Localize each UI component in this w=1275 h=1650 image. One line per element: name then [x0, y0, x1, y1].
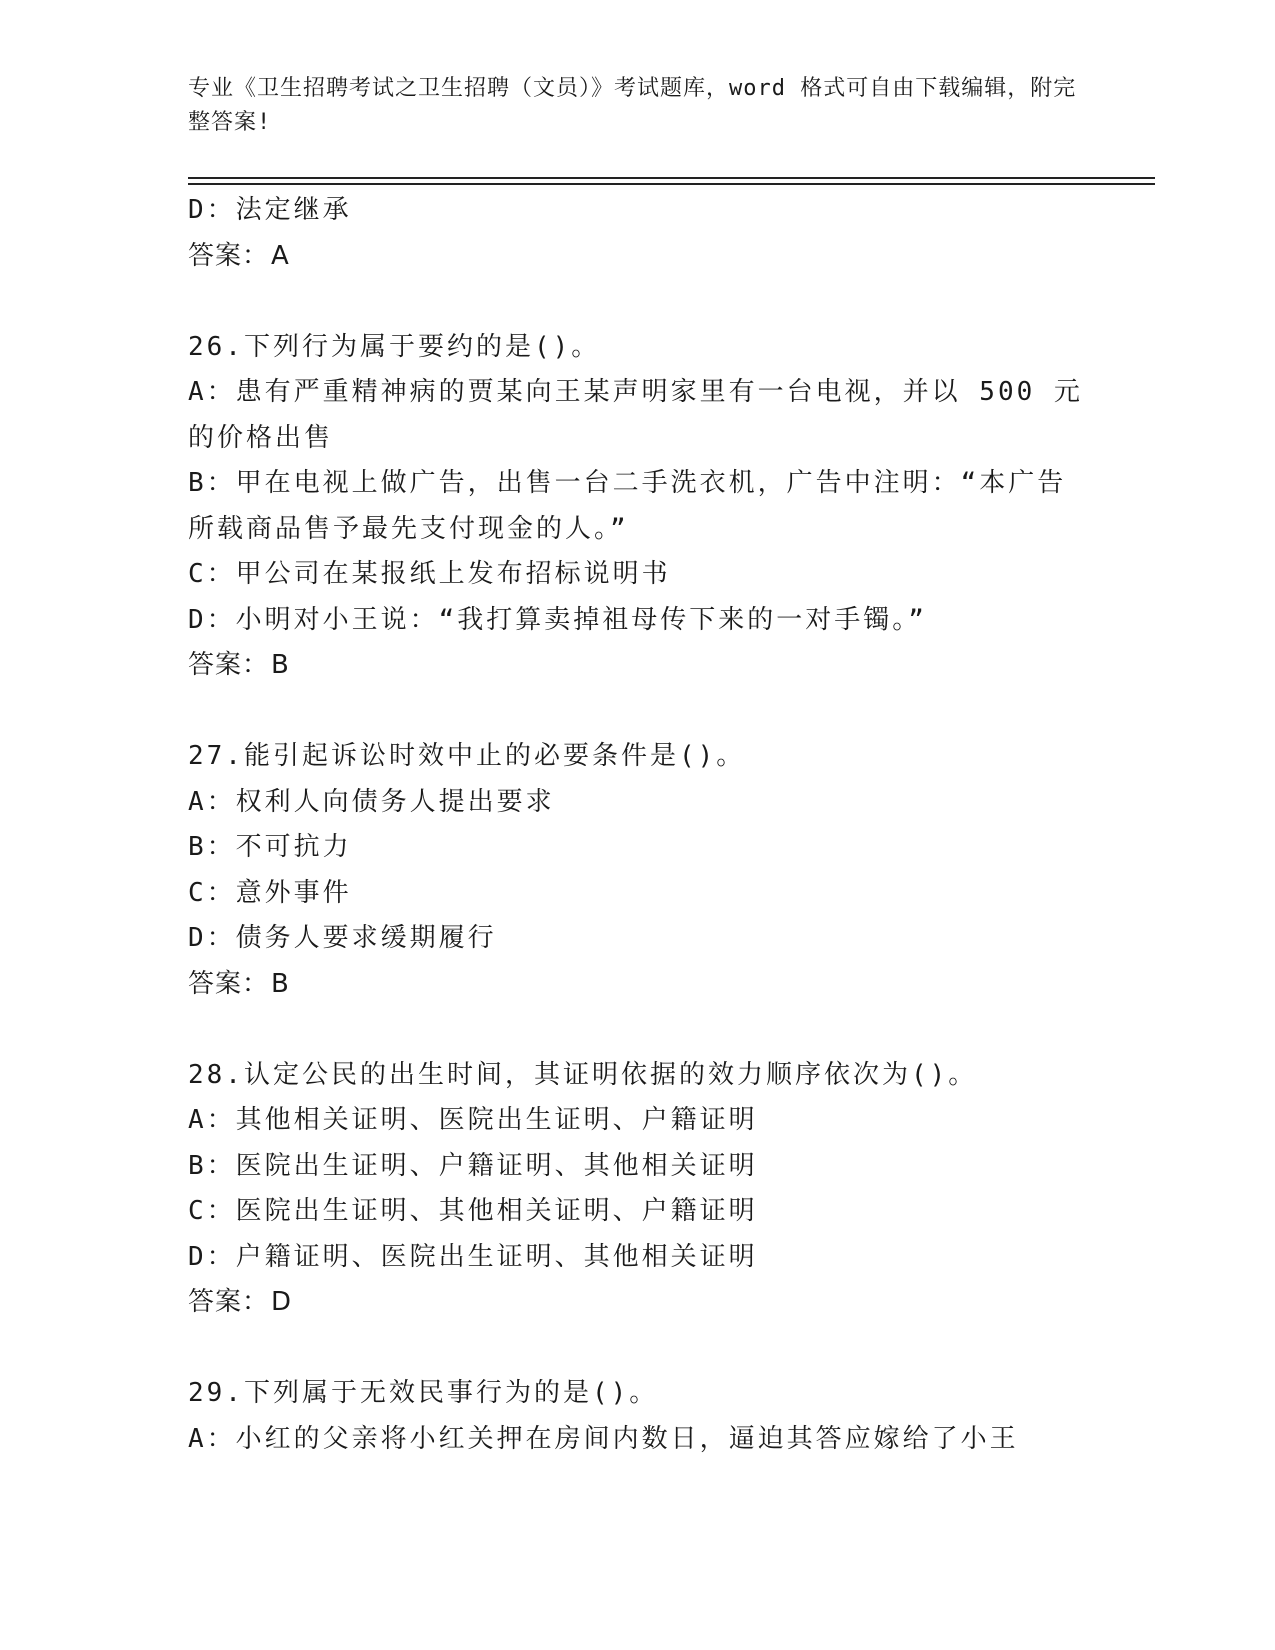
question-content	[188, 188, 1088, 1462]
previous-question-fragment	[188, 188, 1088, 279]
question-27	[188, 734, 1088, 1007]
spacer	[188, 1007, 1088, 1053]
option-a: A：其他相关证明、医院出生证明、户籍证明	[188, 1105, 758, 1135]
option-d: D：户籍证明、医院出生证明、其他相关证明	[188, 1241, 758, 1272]
answer-value: B	[271, 650, 290, 680]
option-c: C：医院出生证明、其他相关证明、户籍证明	[188, 1196, 758, 1226]
option-d: D：小明对小王说：“我打算卖掉祖母传下来的一对手镯。”	[188, 604, 927, 635]
answer-line	[188, 234, 1088, 280]
answer-line	[188, 643, 1088, 689]
answer-label: 答案：	[188, 650, 270, 680]
answer-label: 答案：	[188, 1287, 270, 1317]
question-29	[188, 1371, 1088, 1462]
option-c: C：甲公司在某报纸上发布招标说明书	[188, 559, 671, 589]
answer-label: 答案：	[188, 240, 270, 271]
option-c: C：意外事件	[188, 877, 352, 908]
option-b: B：医院出生证明、户籍证明、其他相关证明	[188, 1150, 758, 1181]
spacer	[188, 689, 1088, 735]
header-divider-top	[188, 177, 1155, 179]
spacer	[188, 279, 1088, 325]
option-d: D：法定继承	[188, 195, 352, 225]
question-stem: 27.能引起诉讼时效中止的必要条件是()。	[188, 741, 746, 771]
spacer	[188, 1326, 1088, 1372]
answer-value: B	[271, 968, 290, 999]
answer-line	[188, 1280, 1088, 1326]
question-stem: 29.下列属于无效民事行为的是()。	[188, 1378, 659, 1408]
option-a: A：权利人向债务人提出要求	[188, 786, 555, 817]
question-28	[188, 1053, 1088, 1326]
question-stem: 28.认定公民的出生时间，其证明依据的效力顺序依次为()。	[188, 1059, 978, 1090]
answer-label: 答案：	[188, 968, 270, 999]
answer-value: A	[271, 240, 290, 271]
header-divider-bottom	[188, 183, 1155, 185]
option-b: B：不可抗力	[188, 832, 352, 862]
option-a: A：患有严重精神病的贾某向王某声明家里有一台电视，并以 500 元的价格出售	[188, 377, 1083, 453]
answer-value: D	[271, 1287, 293, 1317]
option-a: A：小红的父亲将小红关押在房间内数日，逼迫其答应嫁给了小王	[188, 1423, 1019, 1454]
question-26	[188, 325, 1088, 689]
document-header: 专业《卫生招聘考试之卫生招聘（文员）》考试题库，word 格式可自由下载编辑，附完整答案!	[188, 76, 1077, 135]
option-b: B：甲在电视上做广告，出售一台二手洗衣机，广告中注明：“本广告所载商品售予最先支付现金的人。”	[188, 468, 1067, 544]
answer-line	[188, 962, 1088, 1008]
question-stem: 26.下列行为属于要约的是()。	[188, 331, 601, 362]
option-d: D：债务人要求缓期履行	[188, 923, 497, 953]
